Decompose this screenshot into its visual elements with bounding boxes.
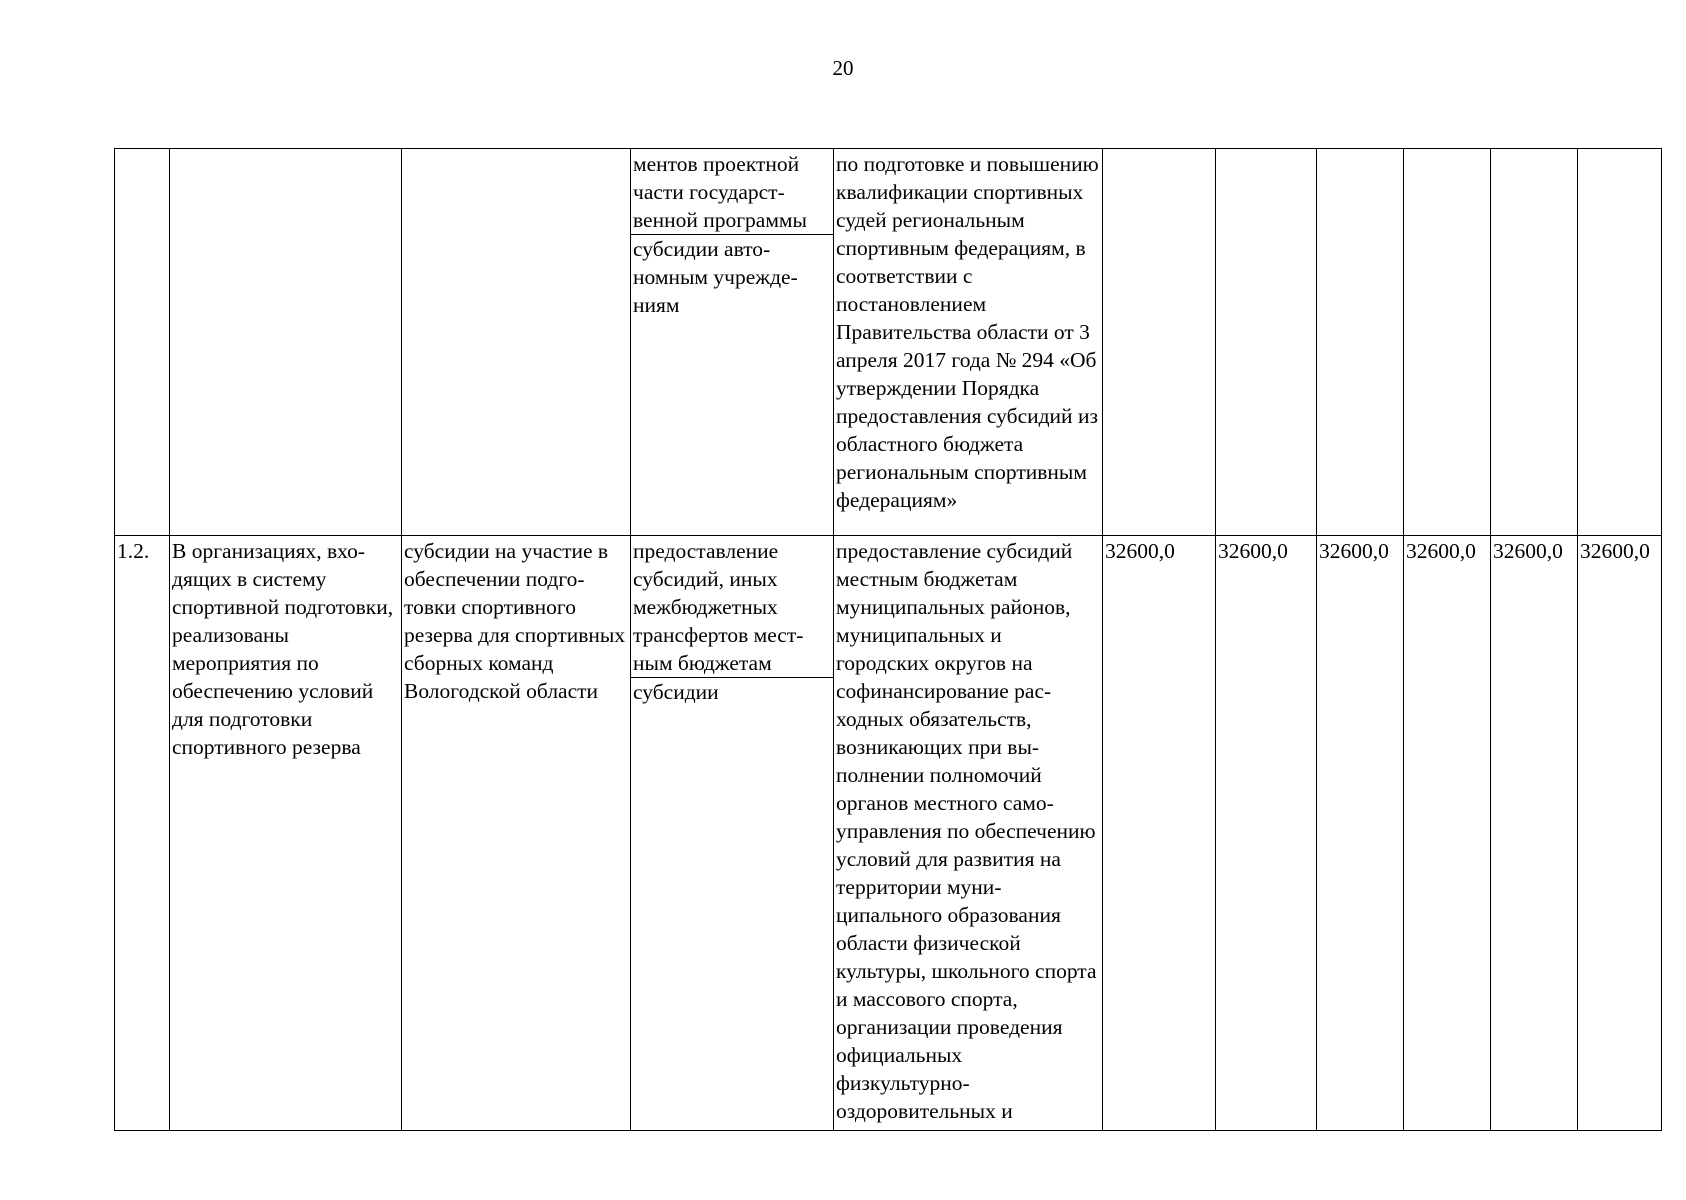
- cell-type-part1: предоставление субсидий, иных межбюджетных трансфертов местным бюджетам: [631, 537, 833, 678]
- cell-number: 1.2.: [115, 536, 170, 1131]
- cell-result: В организациях, входящих в систему спортивной подготовки, реализованы мероприятия по обеспечению условий для подготовки спортивного резерва: [170, 536, 402, 1131]
- cell-value: 32600,0: [1491, 536, 1578, 1131]
- cell-value: 32600,0: [1404, 536, 1491, 1131]
- cell-value: 32600,0: [1317, 536, 1404, 1131]
- cell-type-part2: субсидии: [633, 680, 719, 704]
- cell-value: 32600,0: [1216, 536, 1317, 1131]
- cell-value: [1491, 149, 1578, 536]
- page-number: 20: [832, 56, 854, 80]
- cell-measure: [402, 149, 631, 536]
- cell-result: [170, 149, 402, 536]
- cell-value: [1578, 149, 1662, 536]
- cell-type: [631, 149, 834, 536]
- cell-type-part1: ментов проектной части государственной программы: [631, 150, 833, 235]
- program-table: [114, 148, 1662, 1131]
- cell-description: по подготовке и повышению квалификации спортивных судей региональным спортивным федерациям, в соответствии с постановлением Правительства области от 3 апреля 2017 года № 294 «Об утверждении Порядка предоставления субсидий из областного бюджета региональным спортивным федерациям»: [834, 149, 1103, 536]
- table-row-continuation: [115, 149, 1662, 536]
- cell-type-part2: субсидии автономным учреждениям: [633, 237, 798, 317]
- cell-value: [1216, 149, 1317, 536]
- table-row-1-2: [115, 536, 1662, 1131]
- cell-value: 32600,0: [1578, 536, 1662, 1131]
- cell-number: [115, 149, 170, 536]
- cell-measure: субсидии на участие в обеспечении подготовки спортивного резерва для спортивных сборных команд Вологодской области: [402, 536, 631, 1131]
- cell-type: [631, 536, 834, 1131]
- cell-value: [1317, 149, 1404, 536]
- cell-value: [1404, 149, 1491, 536]
- cell-value: 32600,0: [1103, 536, 1216, 1131]
- cell-value: [1103, 149, 1216, 536]
- cell-description: предоставление субсидий местным бюджетам муниципальных районов, муниципальных и городских округов на софинансирование расходных обязательств, возникающих при выполнении полномочий органов местного самоуправления по обеспечению условий для развития на территории муниципального образования области физической культуры, школьного спорта и массового спорта, организации проведения официальных физкультурно-оздоровительных и: [834, 536, 1103, 1131]
